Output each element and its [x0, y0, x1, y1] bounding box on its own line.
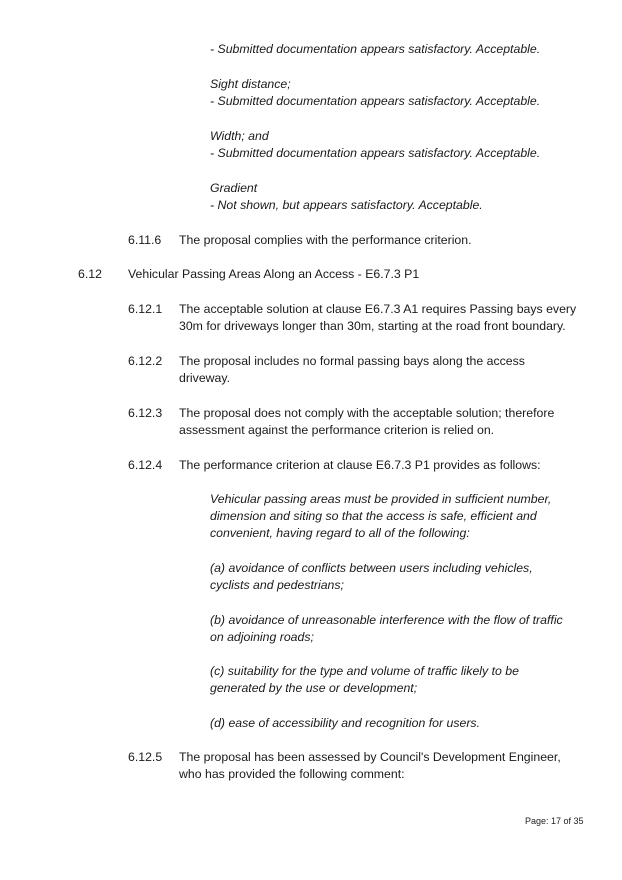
quote-line: - Submitted documentation appears satisfactory. Acceptable. — [210, 146, 541, 160]
clause-line: who has provided the following comment: — [179, 767, 405, 781]
section-title: Vehicular Passing Areas Along an Access - E6.7.3 P1 — [128, 267, 420, 281]
quote-line: Vehicular passing areas must be provided in sufficient number, — [210, 492, 552, 506]
clause-text: The proposal complies with the performance criterion. — [179, 233, 472, 247]
clause-line: The performance criterion at clause E6.7.3 P1 provides as follows: — [179, 458, 541, 472]
quote-line: (a) avoidance of conflicts between users including vehicles, — [210, 561, 533, 575]
clause-number: 6.12.3 — [128, 406, 163, 420]
clause-line: driveway. — [179, 371, 231, 385]
clause-number: 6.12.4 — [128, 458, 163, 472]
quote-line: on adjoining roads; — [210, 630, 314, 644]
clause-number: 6.12.2 — [128, 354, 163, 368]
quote-line: (c) suitability for the type and volume of traffic likely to be — [210, 664, 519, 678]
quote-line: dimension and siting so that the access is safe, efficient and — [210, 509, 537, 523]
quote-line: Sight distance; — [210, 77, 291, 91]
quote-line: - Not shown, but appears satisfactory. Acceptable. — [210, 198, 483, 212]
section-number: 6.12 — [78, 267, 102, 281]
quote-line: convenient, having regard to all of the following: — [210, 526, 470, 540]
quote-line: Width; and — [210, 129, 269, 143]
quote-line: cyclists and pedestrians; — [210, 578, 344, 592]
clause-line: The proposal includes no formal passing bays along the access — [179, 354, 525, 368]
clause-number: 6.12.1 — [128, 302, 163, 316]
clause-line: The acceptable solution at clause E6.7.3 A1 requires Passing bays every — [179, 302, 577, 316]
clause-line: The proposal has been assessed by Council's Development Engineer, — [179, 750, 561, 764]
clause-line: The proposal does not comply with the acceptable solution; therefore — [179, 406, 555, 420]
clause-number: 6.12.5 — [128, 750, 163, 764]
quote-line: generated by the use or development; — [210, 681, 418, 695]
quote-line: (b) avoidance of unreasonable interference with the flow of traffic — [210, 613, 563, 627]
page-number: Page: 17 of 35 — [525, 816, 584, 826]
clause-line: assessment against the performance criterion is relied on. — [179, 423, 495, 437]
quote-line: (d) ease of accessibility and recognition for users. — [210, 716, 480, 730]
quote-line: Gradient — [210, 181, 258, 195]
quote-line: - Submitted documentation appears satisfactory. Acceptable. — [210, 94, 541, 108]
clause-line: 30m for driveways longer than 30m, starting at the road front boundary. — [179, 319, 566, 333]
quote-line: - Submitted documentation appears satisfactory. Acceptable. — [210, 42, 541, 56]
clause-number: 6.11.6 — [128, 233, 162, 247]
